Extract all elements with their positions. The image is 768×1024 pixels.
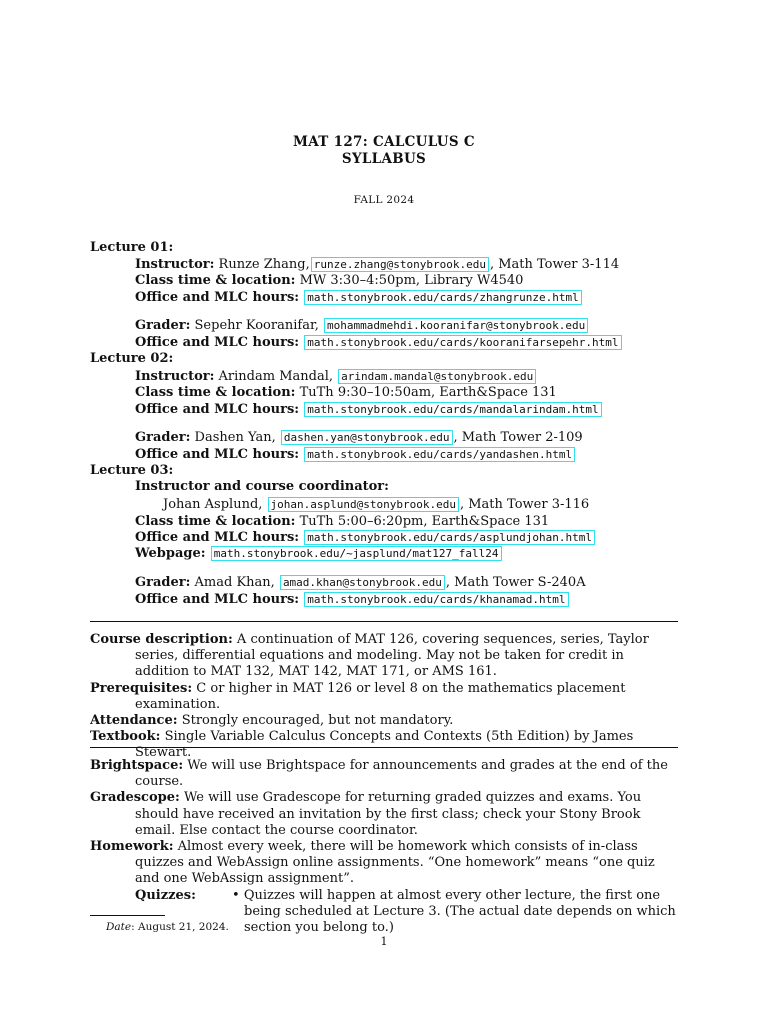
lecture-01-heading: Lecture 01: [90, 240, 174, 255]
gradescope-text: We will use Gradescope for returning graded quizzes and exams. You should have received an invitation by the first class; check your Stony Brook email. Else contact the course coordinator. [135, 790, 642, 838]
footnote-rule [90, 915, 165, 916]
lecture-03-grader-hours [135, 592, 570, 608]
brightspace-text: We will use Brightspace for announcements and grades at the end of the course. [135, 758, 668, 790]
instructor-email-link[interactable]: runze.zhang@stonybrook.edu [311, 257, 489, 272]
lecture-02-grader [135, 430, 583, 446]
lecture-03-grader [135, 575, 586, 591]
class-value: TuTh 9:30–10:50am, Earth&Space 131 [299, 385, 557, 400]
textbook [90, 729, 678, 761]
homework [90, 839, 678, 888]
grader-hours-label: Office and MLC hours: [135, 447, 300, 462]
footnote [106, 921, 229, 933]
grader-label: Grader: [135, 318, 191, 333]
lecture-02-instructor [135, 369, 537, 385]
quizzes-text: Quizzes will happen at almost every other lecture, the first one being scheduled at Lecture 3. (The actual date depends on which section you belong to.) [243, 887, 676, 936]
grader-email-link[interactable]: dashen.yan@stonybrook.edu [281, 430, 453, 445]
hours-label: Office and MLC hours: [135, 290, 300, 305]
grader-name: Dashen Yan, [194, 430, 276, 445]
lecture-01-class [135, 273, 523, 289]
footnote-date-value: : August 21, 2024. [131, 921, 229, 933]
brightspace [90, 758, 678, 790]
class-value: TuTh 5:00–6:20pm, Earth&Space 131 [299, 514, 550, 529]
homework-label: Homework: [90, 839, 174, 855]
instructor-coordinator-label: Instructor and course coordinator: [135, 479, 389, 494]
homework-text: Almost every week, there will be homework which consists of in-class quizzes and WebAssign online assignments. “One homework” means “one quiz and one WebAssign assignment”. [135, 839, 655, 887]
page-number: 1 [380, 935, 388, 948]
lecture-02-heading: Lecture 02: [90, 351, 174, 366]
instructor-label: Instructor: [135, 369, 215, 384]
policies-section [90, 758, 678, 936]
course-description-label: Course description: [90, 632, 233, 647]
lecture-02-hours [135, 402, 603, 418]
class-value: MW 3:30–4:50pm, Library W4540 [299, 273, 524, 288]
instructor-email-link[interactable]: arindam.mandal@stonybrook.edu [338, 369, 536, 384]
textbook-text: Single Variable Calculus Concepts and Contexts (5th Edition) by James Stewart. [135, 729, 634, 761]
lecture-02-class [135, 385, 557, 401]
document-title: SYLLABUS [341, 151, 427, 167]
lecture-03-instructor [163, 497, 589, 513]
gradescope [90, 790, 678, 839]
textbook-label: Textbook: [90, 729, 161, 745]
lecture-03-hours [135, 530, 596, 546]
hours-label: Office and MLC hours: [135, 402, 300, 417]
prerequisites-text: C or higher in MAT 126 or level 8 on the mathematics placement examination. [135, 680, 626, 712]
hours-link[interactable]: math.stonybrook.edu/cards/zhangrunze.html [304, 290, 582, 305]
quizzes-label: Quizzes: [135, 887, 196, 903]
instructor-email-link[interactable]: johan.asplund@stonybrook.edu [268, 497, 459, 512]
hours-link[interactable]: math.stonybrook.edu/cards/mandalarindam.html [304, 402, 601, 417]
class-label: Class time & location: [135, 514, 296, 529]
grader-name: Amad Khan, [194, 575, 275, 590]
webpage-label: Webpage: [135, 546, 206, 561]
grader-email-link[interactable]: mohammadmehdi.kooranifar@stonybrook.edu [324, 318, 588, 333]
instructor-name: Johan Asplund, [163, 497, 263, 512]
lecture-03-webpage [135, 546, 503, 562]
class-label: Class time & location: [135, 273, 296, 288]
lecture-01-grader-hours [135, 335, 623, 351]
grader-label: Grader: [135, 430, 191, 445]
lecture-03-class [135, 514, 549, 530]
instructor-office: , Math Tower 3-116 [459, 497, 590, 512]
course-title: MAT 127: CALCULUS C [293, 134, 475, 150]
grader-email-link[interactable]: amad.khan@stonybrook.edu [280, 575, 445, 590]
course-info-section [90, 632, 678, 762]
hours-link[interactable]: math.stonybrook.edu/cards/asplundjohan.html [304, 530, 595, 545]
instructor-name: Runze Zhang, [218, 257, 310, 272]
lecture-02-grader-hours [135, 447, 576, 463]
lecture-01-hours [135, 290, 583, 306]
lecture-01-grader [135, 318, 589, 334]
grader-label: Grader: [135, 575, 191, 590]
class-label: Class time & location: [135, 385, 296, 400]
bullet-icon: • [232, 887, 240, 903]
attendance [90, 713, 678, 729]
prerequisites [90, 681, 678, 713]
quizzes-item [219, 888, 678, 937]
attendance-label: Attendance: [90, 713, 178, 729]
course-description-text: A continuation of MAT 126, covering sequences, series, Taylor series, differential equations and modeling. May not be taken for credit in addition to MAT 132, MAT 142, MAT 171, or AMS 161. [135, 632, 649, 680]
gradescope-label: Gradescope: [90, 790, 180, 806]
section-divider [90, 621, 678, 622]
section-divider [90, 747, 678, 748]
grader-hours-link[interactable]: math.stonybrook.edu/cards/yandashen.html [304, 447, 575, 462]
instructor-label: Instructor: [135, 257, 215, 272]
grader-hours-label: Office and MLC hours: [135, 335, 300, 350]
footnote-date-label: Date [106, 921, 132, 933]
grader-name: Sepehr Kooranifar, [194, 318, 319, 333]
grader-hours-link[interactable]: math.stonybrook.edu/cards/kooranifarsepehr.html [304, 335, 621, 350]
instructor-office: , Math Tower 3-114 [489, 257, 620, 272]
term-label: FALL 2024 [353, 194, 415, 206]
grader-hours-link[interactable]: math.stonybrook.edu/cards/khanamad.html [304, 592, 568, 607]
webpage-link[interactable]: math.stonybrook.edu/~jasplund/mat127_fall24 [211, 546, 502, 561]
lecture-01-instructor [135, 257, 619, 273]
attendance-text: Strongly encouraged, but not mandatory. [181, 713, 454, 729]
course-description [90, 632, 678, 681]
prerequisites-label: Prerequisites: [90, 680, 193, 696]
hours-label: Office and MLC hours: [135, 530, 300, 545]
grader-office: , Math Tower S-240A [445, 575, 586, 590]
lecture-03-heading: Lecture 03: [90, 463, 174, 478]
grader-hours-label: Office and MLC hours: [135, 592, 300, 607]
brightspace-label: Brightspace: [90, 758, 184, 773]
grader-office: , Math Tower 2-109 [453, 430, 583, 445]
instructor-name: Arindam Mandal, [218, 369, 334, 384]
